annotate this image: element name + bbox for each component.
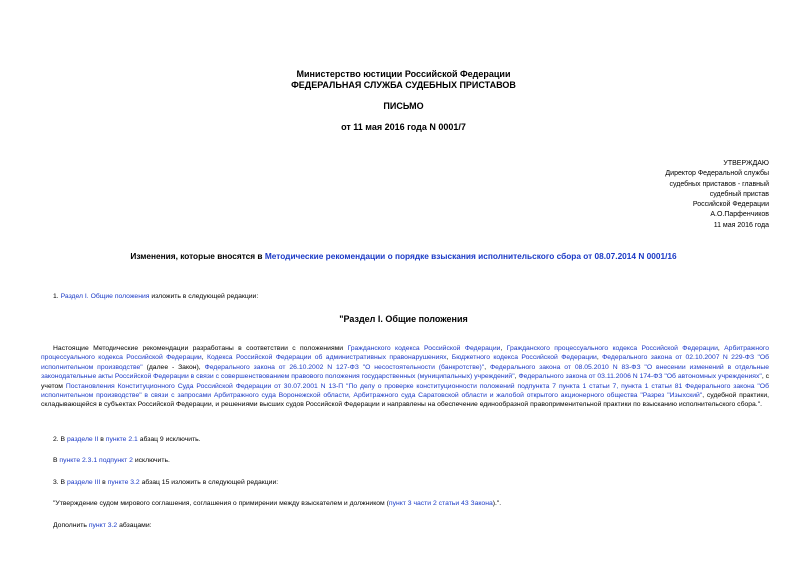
paragraph-text: 2. В: [53, 436, 67, 443]
reference-link[interactable]: пункте 2.3.1 подпункт 2: [59, 457, 133, 464]
reference-link[interactable]: пункт 3.2: [88, 522, 118, 529]
paragraph-text: ,: [201, 354, 207, 362]
item-2-sub: [53, 456, 170, 465]
paragraph-text: В: [53, 457, 60, 464]
paragraph-text: ,: [500, 345, 507, 352]
paragraph-text: исключить.: [132, 457, 170, 464]
reference-link[interactable]: Федерального закона от 03.11.2006 N 174-ФЗ "Об автономных учреждениях": [518, 373, 762, 381]
approval-line: УТВЕРЖДАЮ: [723, 160, 769, 167]
section-1-title: "Раздел I. Общие положения: [339, 314, 468, 324]
item-1-text: изложить в следующей редакции:: [149, 293, 259, 300]
reference-link[interactable]: Гражданского кодекса Российской Федерации: [347, 345, 501, 352]
item-1-number: 1.: [53, 293, 61, 300]
reference-link[interactable]: Арбитражного процессуального кодекса Российской Федерации: [41, 345, 769, 362]
paragraph-text: в: [98, 436, 106, 443]
reference-link[interactable]: Гражданского процессуального кодекса Российской Федерации: [506, 345, 718, 352]
changes-heading-text: Изменения, которые вносятся в: [130, 251, 265, 261]
approval-line: Директор Федеральной службы: [665, 170, 769, 178]
section-1-link[interactable]: Раздел I. Общие положения: [60, 293, 150, 300]
document-type: ПИСЬМО: [383, 101, 424, 111]
changes-heading: [0, 251, 807, 262]
reference-link[interactable]: пункт 3 части 2 статьи 43 Закона: [388, 500, 493, 507]
paragraph-text: , судебной практики, складывающейся в субъектах Российской Федерации, и решениями высших судов Российской Федерации и направлены на обеспечение единообразной правоприменительной практики по взысканию исполнительского сбора.".: [41, 392, 770, 409]
reference-link[interactable]: пункте 2.1: [105, 436, 138, 443]
item-3: [53, 478, 278, 487]
main-paragraph: [41, 344, 769, 410]
item-3-sub: [53, 521, 152, 530]
paragraph-text: Настоящие Методические рекомендации разработаны в соответствии с положениями: [53, 345, 348, 352]
reference-link[interactable]: Бюджетного кодекса Российской Федерации: [451, 354, 597, 362]
reference-link[interactable]: Федерального закона от 08.05.2010 N 83-ФЗ "О внесении изменений в отдельные законодательные акты Российской Федерации в связи с совершенствованием правового положения государственных (муниципальных) учреждений": [41, 363, 770, 381]
reference-link[interactable]: Федерального закона от 26.10.2002 N 127-ФЗ "О несостоятельности (банкротстве)": [204, 363, 485, 371]
reference-link[interactable]: Кодекса Российской Федерации об административных правонарушениях: [207, 354, 447, 362]
approval-line: 11 мая 2016 года: [713, 221, 769, 229]
approval-line: судебный пристав: [709, 190, 769, 198]
reference-link[interactable]: Федерального закона от 02.10.2007 N 229-ФЗ "Об исполнительном производстве": [41, 354, 770, 371]
paragraph-text: ,: [484, 363, 490, 371]
reference-link[interactable]: пункте 3.2: [107, 479, 140, 486]
reference-link[interactable]: Постановления Конституционного Суда Российской Федерации от 30.07.2001 N 13-П "По делу о проверке конституционности положений подпункта 7 пункта 1 статьи 7, пункта 1 статьи 81 Федерального закона "Об исполнительном производстве" в связи с запросами Арбитражного суда Воронежской области, Арбитражного суда Саратовской области и жалобой открытого акционерного общества "Разрез "Изыхский": [41, 382, 769, 400]
paragraph-text: абзац 15 изложить в следующей редакции:: [139, 479, 279, 486]
paragraph-text: (далее - Закон),: [142, 363, 205, 371]
paragraph-text: ,: [446, 354, 452, 362]
paragraph-text: абзацами:: [117, 522, 152, 529]
item-2: [53, 435, 201, 444]
approval-line: Российской Федерации: [692, 201, 769, 209]
paragraph-text: 3. В: [53, 479, 67, 486]
paragraph-text: в: [100, 479, 108, 486]
methodical-recommendations-link[interactable]: Методические рекомендации о порядке взыскания исполнительского сбора от 08.07.2014 N 0001/16: [264, 251, 677, 261]
approval-line: А.О.Парфенчиков: [710, 211, 769, 219]
paragraph-text: Дополнить: [53, 522, 89, 529]
service-title: ФЕДЕРАЛЬНАЯ СЛУЖБА СУДЕБНЫХ ПРИСТАВОВ: [291, 80, 516, 90]
reference-link[interactable]: разделе III: [66, 479, 101, 486]
document-date-number: от 11 мая 2016 года N 0001/7: [341, 122, 466, 132]
paragraph-text: ,: [596, 354, 603, 362]
paragraph-text: ,: [514, 373, 519, 381]
approval-block: [665, 159, 769, 231]
paragraph-text: , с учетом: [41, 373, 769, 390]
paragraph-text: "Утверждение судом мирового соглашения, соглашения о примирении между взыскателем и должником (: [53, 500, 389, 507]
item-1: [53, 292, 258, 301]
ministry-title: Министерство юстиции Российской Федерации: [296, 69, 511, 79]
item-3-quote: [53, 499, 501, 508]
paragraph-text: ,: [717, 345, 725, 352]
paragraph-text: ).".: [492, 500, 502, 507]
paragraph-text: абзац 9 исключить.: [137, 436, 201, 443]
reference-link[interactable]: разделе II: [66, 436, 99, 443]
approval-line: судебных приставов - главный: [669, 180, 769, 188]
